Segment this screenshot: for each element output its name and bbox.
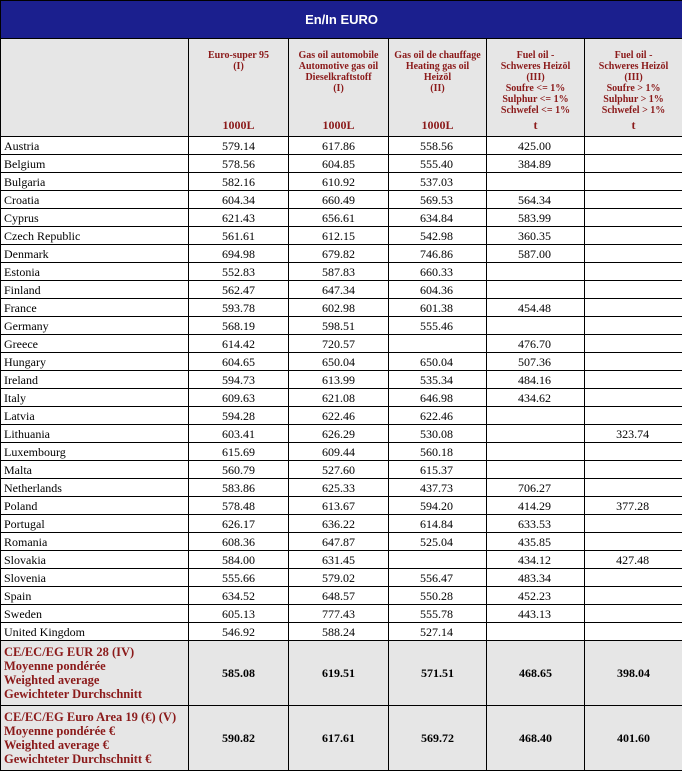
price-cell: 568.19 <box>189 317 289 335</box>
country-name: Latvia <box>1 407 189 425</box>
country-name: Lithuania <box>1 425 189 443</box>
price-cell <box>585 605 682 623</box>
price-cell: 583.86 <box>189 479 289 497</box>
country-name: Italy <box>1 389 189 407</box>
price-cell: 323.74 <box>585 425 682 443</box>
price-cell: 562.47 <box>189 281 289 299</box>
price-cell <box>585 281 682 299</box>
price-cell: 414.29 <box>487 497 585 515</box>
price-cell: 427.48 <box>585 551 682 569</box>
country-name: Estonia <box>1 263 189 281</box>
price-cell: 435.85 <box>487 533 585 551</box>
table-row <box>1 335 682 353</box>
price-cell: 615.69 <box>189 443 289 461</box>
price-cell: 601.38 <box>389 299 487 317</box>
price-cell <box>585 137 682 155</box>
price-cell: 555.40 <box>389 155 487 173</box>
average-value: 590.82 <box>189 706 289 771</box>
price-cell: 535.34 <box>389 371 487 389</box>
table-row <box>1 425 682 443</box>
country-name: Malta <box>1 461 189 479</box>
price-cell <box>585 191 682 209</box>
price-cell: 613.99 <box>289 371 389 389</box>
price-cell: 615.37 <box>389 461 487 479</box>
table-row <box>1 587 682 605</box>
price-cell <box>487 281 585 299</box>
column-header-label: Fuel oil - Schweres Heizöl (III) Soufre <= 1% Sulphur <= 1% Schwefel <= 1% <box>500 50 571 116</box>
table-row <box>1 191 682 209</box>
price-cell: 660.33 <box>389 263 487 281</box>
price-cell: 527.14 <box>389 623 487 641</box>
price-cell: 560.79 <box>189 461 289 479</box>
price-cell: 507.36 <box>487 353 585 371</box>
average-label: CE/EC/EG Euro Area 19 (€) (V) Moyenne pondérée € Weighted average € Gewichteter Durchschnitt € <box>1 706 189 771</box>
country-name: Bulgaria <box>1 173 189 191</box>
price-cell <box>585 407 682 425</box>
price-cell: 569.53 <box>389 191 487 209</box>
country-name: Finland <box>1 281 189 299</box>
price-cell: 556.47 <box>389 569 487 587</box>
average-label: CE/EC/EG EUR 28 (IV) Moyenne pondérée Weighted average Gewichteter Durchschnitt <box>1 641 189 706</box>
price-cell <box>487 623 585 641</box>
price-cell: 609.63 <box>189 389 289 407</box>
price-cell: 648.57 <box>289 587 389 605</box>
price-cell: 777.43 <box>289 605 389 623</box>
table-title: En/In EURO <box>1 1 682 39</box>
price-cell: 625.33 <box>289 479 389 497</box>
country-name: Hungary <box>1 353 189 371</box>
price-cell: 587.83 <box>289 263 389 281</box>
average-value: 569.72 <box>389 706 487 771</box>
column-header <box>289 39 389 137</box>
price-cell: 454.48 <box>487 299 585 317</box>
price-cell: 622.46 <box>289 407 389 425</box>
weighted-average-row <box>1 641 682 706</box>
price-cell: 656.61 <box>289 209 389 227</box>
table-row <box>1 245 682 263</box>
price-cell: 434.12 <box>487 551 585 569</box>
price-cell: 612.15 <box>289 227 389 245</box>
country-name: Germany <box>1 317 189 335</box>
price-cell: 550.28 <box>389 587 487 605</box>
price-cell <box>585 227 682 245</box>
price-cell: 594.28 <box>189 407 289 425</box>
price-cell: 587.00 <box>487 245 585 263</box>
column-header-label: Gas oil automobile Automotive gas oil Dieselkraftstoff (I) <box>298 50 379 94</box>
country-name: United Kingdom <box>1 623 189 641</box>
price-cell: 561.61 <box>189 227 289 245</box>
price-cell: 617.86 <box>289 137 389 155</box>
price-cell <box>585 173 682 191</box>
price-cell: 720.57 <box>289 335 389 353</box>
price-cell: 555.66 <box>189 569 289 587</box>
price-cell: 694.98 <box>189 245 289 263</box>
average-value: 619.51 <box>289 641 389 706</box>
price-cell: 525.04 <box>389 533 487 551</box>
column-unit: t <box>631 118 636 132</box>
table-row <box>1 515 682 533</box>
country-name: Luxembourg <box>1 443 189 461</box>
table-row <box>1 299 682 317</box>
price-cell: 483.34 <box>487 569 585 587</box>
price-cell: 602.98 <box>289 299 389 317</box>
price-cell: 598.51 <box>289 317 389 335</box>
column-unit: 1000L <box>421 118 454 132</box>
price-cell: 604.36 <box>389 281 487 299</box>
column-header-label: Fuel oil - Schweres Heizöl (III) Soufre > 1% Sulphur > 1% Schwefel > 1% <box>598 50 669 116</box>
price-cell: 555.78 <box>389 605 487 623</box>
price-cell <box>585 155 682 173</box>
country-name: Ireland <box>1 371 189 389</box>
price-cell <box>487 173 585 191</box>
table-row <box>1 461 682 479</box>
price-cell: 621.43 <box>189 209 289 227</box>
price-cell: 588.24 <box>289 623 389 641</box>
price-cell: 558.56 <box>389 137 487 155</box>
price-cell: 613.67 <box>289 497 389 515</box>
country-name: Greece <box>1 335 189 353</box>
country-name: Netherlands <box>1 479 189 497</box>
price-cell: 631.45 <box>289 551 389 569</box>
price-cell <box>585 389 682 407</box>
country-name: Belgium <box>1 155 189 173</box>
table-row <box>1 443 682 461</box>
table-row <box>1 371 682 389</box>
price-cell: 530.08 <box>389 425 487 443</box>
price-cell: 537.03 <box>389 173 487 191</box>
column-header <box>389 39 487 137</box>
price-cell: 706.27 <box>487 479 585 497</box>
price-cell: 610.92 <box>289 173 389 191</box>
price-cell <box>585 209 682 227</box>
average-value: 468.40 <box>487 706 585 771</box>
weighted-average-row <box>1 706 682 771</box>
table-body <box>1 137 682 771</box>
price-cell <box>585 371 682 389</box>
table-row <box>1 605 682 623</box>
price-cell: 622.46 <box>389 407 487 425</box>
price-cell <box>585 317 682 335</box>
price-cell <box>585 335 682 353</box>
table-row <box>1 155 682 173</box>
price-cell: 679.82 <box>289 245 389 263</box>
price-cell: 578.56 <box>189 155 289 173</box>
price-cell: 434.62 <box>487 389 585 407</box>
price-cell: 626.17 <box>189 515 289 533</box>
price-cell: 604.65 <box>189 353 289 371</box>
price-cell: 527.60 <box>289 461 389 479</box>
table-row <box>1 353 682 371</box>
price-cell: 542.98 <box>389 227 487 245</box>
price-cell: 425.00 <box>487 137 585 155</box>
table-row <box>1 317 682 335</box>
price-cell: 443.13 <box>487 605 585 623</box>
table-row <box>1 389 682 407</box>
price-cell: 560.18 <box>389 443 487 461</box>
price-cell <box>487 443 585 461</box>
price-cell <box>585 353 682 371</box>
table-row <box>1 497 682 515</box>
country-name: Austria <box>1 137 189 155</box>
price-cell: 605.13 <box>189 605 289 623</box>
price-cell: 650.04 <box>289 353 389 371</box>
price-cell: 594.20 <box>389 497 487 515</box>
price-cell: 634.52 <box>189 587 289 605</box>
price-cell: 564.34 <box>487 191 585 209</box>
price-cell: 746.86 <box>389 245 487 263</box>
country-name: Romania <box>1 533 189 551</box>
price-cell: 621.08 <box>289 389 389 407</box>
price-cell: 437.73 <box>389 479 487 497</box>
price-cell: 579.14 <box>189 137 289 155</box>
average-value: 398.04 <box>585 641 682 706</box>
price-cell: 377.28 <box>585 497 682 515</box>
country-name: Portugal <box>1 515 189 533</box>
table-row <box>1 263 682 281</box>
average-value: 585.08 <box>189 641 289 706</box>
table-row <box>1 281 682 299</box>
price-cell: 593.78 <box>189 299 289 317</box>
price-cell <box>585 461 682 479</box>
column-header <box>487 39 585 137</box>
price-cell: 582.16 <box>189 173 289 191</box>
price-cell <box>487 407 585 425</box>
price-cell: 646.98 <box>389 389 487 407</box>
table-row <box>1 533 682 551</box>
price-cell: 476.70 <box>487 335 585 353</box>
price-cell: 650.04 <box>389 353 487 371</box>
price-cell: 360.35 <box>487 227 585 245</box>
price-cell: 578.48 <box>189 497 289 515</box>
price-cell <box>487 317 585 335</box>
column-unit: 1000L <box>222 118 255 132</box>
price-cell: 604.85 <box>289 155 389 173</box>
price-cell: 594.73 <box>189 371 289 389</box>
price-cell: 603.41 <box>189 425 289 443</box>
price-cell: 614.42 <box>189 335 289 353</box>
column-unit: t <box>533 118 538 132</box>
price-cell <box>585 623 682 641</box>
price-cell <box>585 569 682 587</box>
price-cell: 546.92 <box>189 623 289 641</box>
price-cell <box>487 461 585 479</box>
price-cell <box>389 335 487 353</box>
average-value: 468.65 <box>487 641 585 706</box>
price-cell <box>585 533 682 551</box>
column-header <box>585 39 682 137</box>
price-cell: 604.34 <box>189 191 289 209</box>
table-row <box>1 227 682 245</box>
price-cell: 647.34 <box>289 281 389 299</box>
price-cell <box>585 515 682 533</box>
price-cell: 452.23 <box>487 587 585 605</box>
table-row <box>1 407 682 425</box>
average-value: 617.61 <box>289 706 389 771</box>
table-row <box>1 137 682 155</box>
price-cell <box>585 479 682 497</box>
price-cell: 555.46 <box>389 317 487 335</box>
price-cell: 660.49 <box>289 191 389 209</box>
country-name: Spain <box>1 587 189 605</box>
price-cell: 633.53 <box>487 515 585 533</box>
country-name: Poland <box>1 497 189 515</box>
price-cell: 626.29 <box>289 425 389 443</box>
price-cell: 614.84 <box>389 515 487 533</box>
column-header-label: Euro-super 95 (I) <box>207 50 270 72</box>
average-value: 571.51 <box>389 641 487 706</box>
price-cell: 552.83 <box>189 263 289 281</box>
price-cell <box>487 425 585 443</box>
price-cell: 583.99 <box>487 209 585 227</box>
price-cell <box>585 299 682 317</box>
country-name: Slovenia <box>1 569 189 587</box>
table-row <box>1 479 682 497</box>
price-cell: 584.00 <box>189 551 289 569</box>
price-cell: 609.44 <box>289 443 389 461</box>
country-name: Cyprus <box>1 209 189 227</box>
price-cell <box>389 551 487 569</box>
price-cell <box>585 245 682 263</box>
table-row <box>1 551 682 569</box>
price-cell: 608.36 <box>189 533 289 551</box>
table-row <box>1 173 682 191</box>
price-cell: 384.89 <box>487 155 585 173</box>
country-name: Denmark <box>1 245 189 263</box>
country-name: Slovakia <box>1 551 189 569</box>
header-corner-cell <box>1 39 189 137</box>
price-cell <box>585 587 682 605</box>
country-name: France <box>1 299 189 317</box>
table-row <box>1 569 682 587</box>
price-cell: 579.02 <box>289 569 389 587</box>
table-row <box>1 209 682 227</box>
column-unit: 1000L <box>322 118 355 132</box>
country-name: Croatia <box>1 191 189 209</box>
price-cell: 484.16 <box>487 371 585 389</box>
average-value: 401.60 <box>585 706 682 771</box>
column-header <box>189 39 289 137</box>
country-name: Sweden <box>1 605 189 623</box>
price-cell <box>585 263 682 281</box>
price-cell: 636.22 <box>289 515 389 533</box>
price-cell <box>487 263 585 281</box>
country-name: Czech Republic <box>1 227 189 245</box>
price-cell: 647.87 <box>289 533 389 551</box>
column-header-label: Gas oil de chauffage Heating gas oil Heizöl (II) <box>394 50 481 94</box>
price-cell <box>585 443 682 461</box>
table-row <box>1 623 682 641</box>
price-cell: 634.84 <box>389 209 487 227</box>
